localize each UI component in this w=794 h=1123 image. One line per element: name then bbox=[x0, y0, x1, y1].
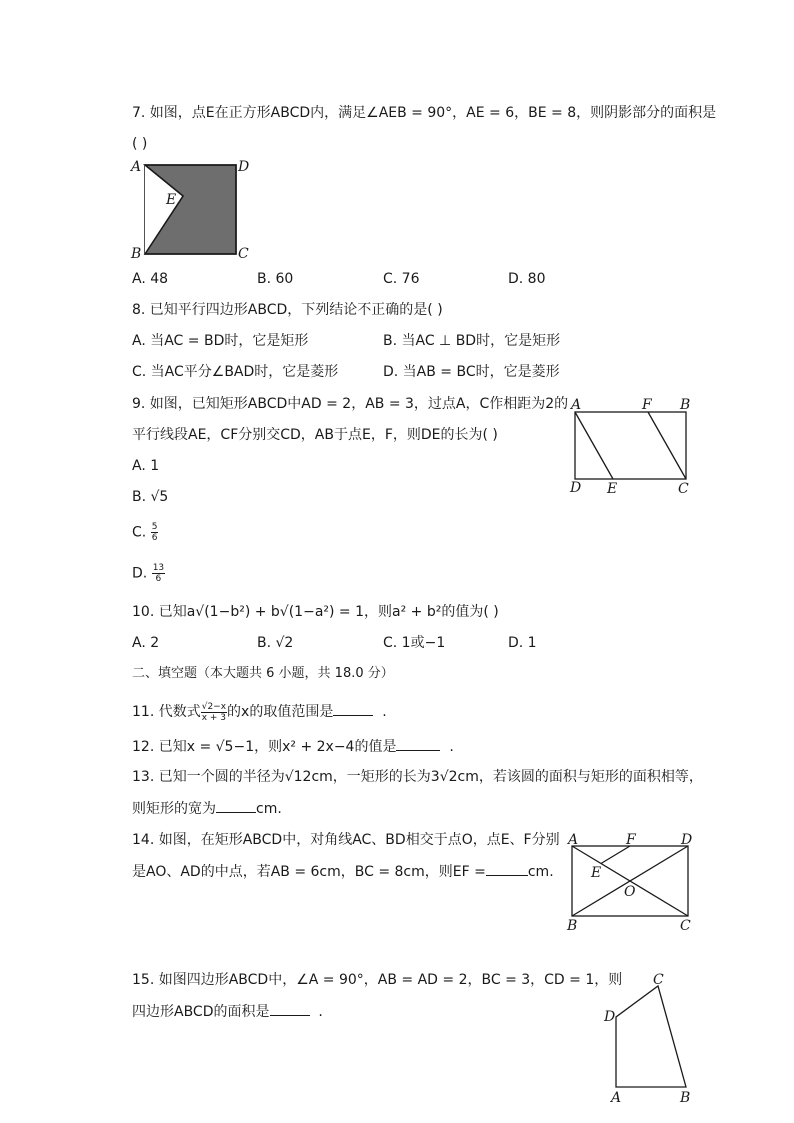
q15-answer-blank bbox=[270, 1001, 310, 1016]
q15-line1: 15. 如图四边形ABCD中，∠A = 90°，AB = AD = 2，BC = 3，CD = 1，则 bbox=[132, 972, 623, 988]
q14-segment-ef bbox=[601, 846, 630, 864]
q9-option-b: B. √5 bbox=[132, 489, 169, 505]
q15-line2: 四边形ABCD的面积是 . bbox=[132, 1001, 323, 1022]
q13-answer-blank bbox=[216, 798, 256, 813]
q9-label-f: F bbox=[642, 397, 652, 413]
q11-fraction: $\frac{√2-x}{x + 3}$ bbox=[201, 701, 227, 723]
q8-option-a: A. 当AC = BD时，它是矩形 bbox=[132, 333, 309, 349]
q10-option-a: A. 2 bbox=[132, 635, 160, 651]
q9-option-a: A. 1 bbox=[132, 458, 160, 474]
q14-line2: 是AO、AD的中点，若AB = 6cm，BC = 8cm，则EF = cm. bbox=[132, 861, 554, 882]
q7-stem: 7. 如图，点E在正方形ABCD内，满足∠AEB = 90°，AE = 6，BE = 8，则阴影部分的面积是 bbox=[132, 105, 717, 121]
q7-label-e: E bbox=[166, 192, 177, 208]
q7-label-d: D bbox=[238, 159, 250, 175]
q13-line2: 则矩形的宽为 cm. bbox=[132, 798, 282, 819]
q15-label-b: B bbox=[680, 1090, 691, 1106]
q14-label-c: C bbox=[680, 918, 691, 934]
q15-quadrilateral bbox=[616, 986, 686, 1087]
q14-line1: 14. 如图，在矩形ABCD中，对角线AC、BD相交于点O，点E、F分别 bbox=[132, 832, 560, 848]
q14-label-o: O bbox=[624, 884, 636, 900]
q15-label-a: A bbox=[611, 1090, 622, 1106]
q8-option-b: B. 当AC ⊥ BD时，它是矩形 bbox=[383, 333, 561, 349]
q9-option-b-value: √5 bbox=[150, 489, 169, 505]
q9-rectangle bbox=[575, 412, 686, 479]
q9-label-d: D bbox=[570, 480, 582, 496]
q7-option-b: B. 60 bbox=[257, 271, 294, 287]
q11-line: 11. 代数式 $\frac{√2-x}{x + 3}$ 的x的取值范围是 . bbox=[132, 701, 387, 723]
q7-option-d: D. 80 bbox=[508, 271, 546, 287]
q9-option-d-fraction: $\frac{13}{6}$ bbox=[152, 563, 165, 584]
q10-stem: 10. 已知a√(1−b²) + b√(1−a²) = 1，则a² + b²的值为( ) bbox=[132, 604, 499, 620]
q9-figure bbox=[575, 412, 687, 480]
q9-option-c: C. $\frac{5}{6}$ bbox=[132, 522, 158, 543]
q7-label-b: B bbox=[131, 246, 142, 262]
q8-option-c: C. 当AC平分∠BAD时，它是菱形 bbox=[132, 364, 339, 380]
q14-answer-blank bbox=[486, 861, 528, 876]
q9-label-a: A bbox=[571, 397, 582, 413]
q7-option-a: A. 48 bbox=[132, 271, 169, 287]
q12-answer-blank bbox=[396, 736, 440, 751]
q7-label-c: C bbox=[238, 246, 249, 262]
q14-figure bbox=[572, 846, 689, 917]
q15-label-c: C bbox=[653, 972, 664, 988]
q9-segment-ae bbox=[575, 412, 613, 479]
q9-stem-line2: 平行线段AE，CF分别交CD，AB于点E，F，则DE的长为( ) bbox=[132, 427, 498, 443]
q7-option-c: C. 76 bbox=[383, 271, 420, 287]
q15-label-d: D bbox=[604, 1009, 616, 1025]
q12-line: 12. 已知x = √5−1，则x² + 2x−4的值是 . bbox=[132, 736, 454, 757]
q8-stem: 8. 已知平行四边形ABCD，下列结论不正确的是( ) bbox=[132, 302, 443, 318]
q15-figure bbox=[615, 985, 687, 1088]
q9-label-c: C bbox=[678, 481, 689, 497]
q9-label-b: B bbox=[680, 397, 691, 413]
q9-stem-line1: 9. 如图，已知矩形ABCD中AD = 2，AB = 3，过点A，C作相距为2的 bbox=[132, 396, 569, 412]
q8-option-d: D. 当AB = BC时，它是菱形 bbox=[383, 364, 560, 380]
q11-answer-blank bbox=[333, 701, 373, 716]
q13-line1: 13. 已知一个圆的半径为√12cm，一矩形的长为3√2cm，若该圆的面积与矩形的面积相等， bbox=[132, 769, 703, 785]
q9-segment-cf bbox=[648, 412, 686, 479]
q9-option-d: D. $\frac{13}{6}$ bbox=[132, 563, 165, 584]
section2-title: 二、填空题（本大题共 6 小题，共 18.0 分） bbox=[132, 666, 394, 681]
q10-option-c: C. 1或−1 bbox=[383, 635, 446, 651]
q7-figure bbox=[145, 165, 237, 255]
q14-label-a: A bbox=[568, 832, 579, 848]
q9-option-c-fraction: $\frac{5}{6}$ bbox=[151, 522, 158, 543]
q10-option-b: B. √2 bbox=[257, 635, 294, 651]
q14-label-d: D bbox=[681, 832, 693, 848]
q14-label-e: E bbox=[591, 865, 602, 881]
q14-label-f: F bbox=[626, 832, 636, 848]
q7-paren: ( ) bbox=[132, 136, 148, 152]
q14-label-b: B bbox=[567, 918, 578, 934]
q7-label-a: A bbox=[131, 159, 142, 175]
q10-option-d: D. 1 bbox=[508, 635, 537, 651]
q9-label-e: E bbox=[607, 481, 618, 497]
